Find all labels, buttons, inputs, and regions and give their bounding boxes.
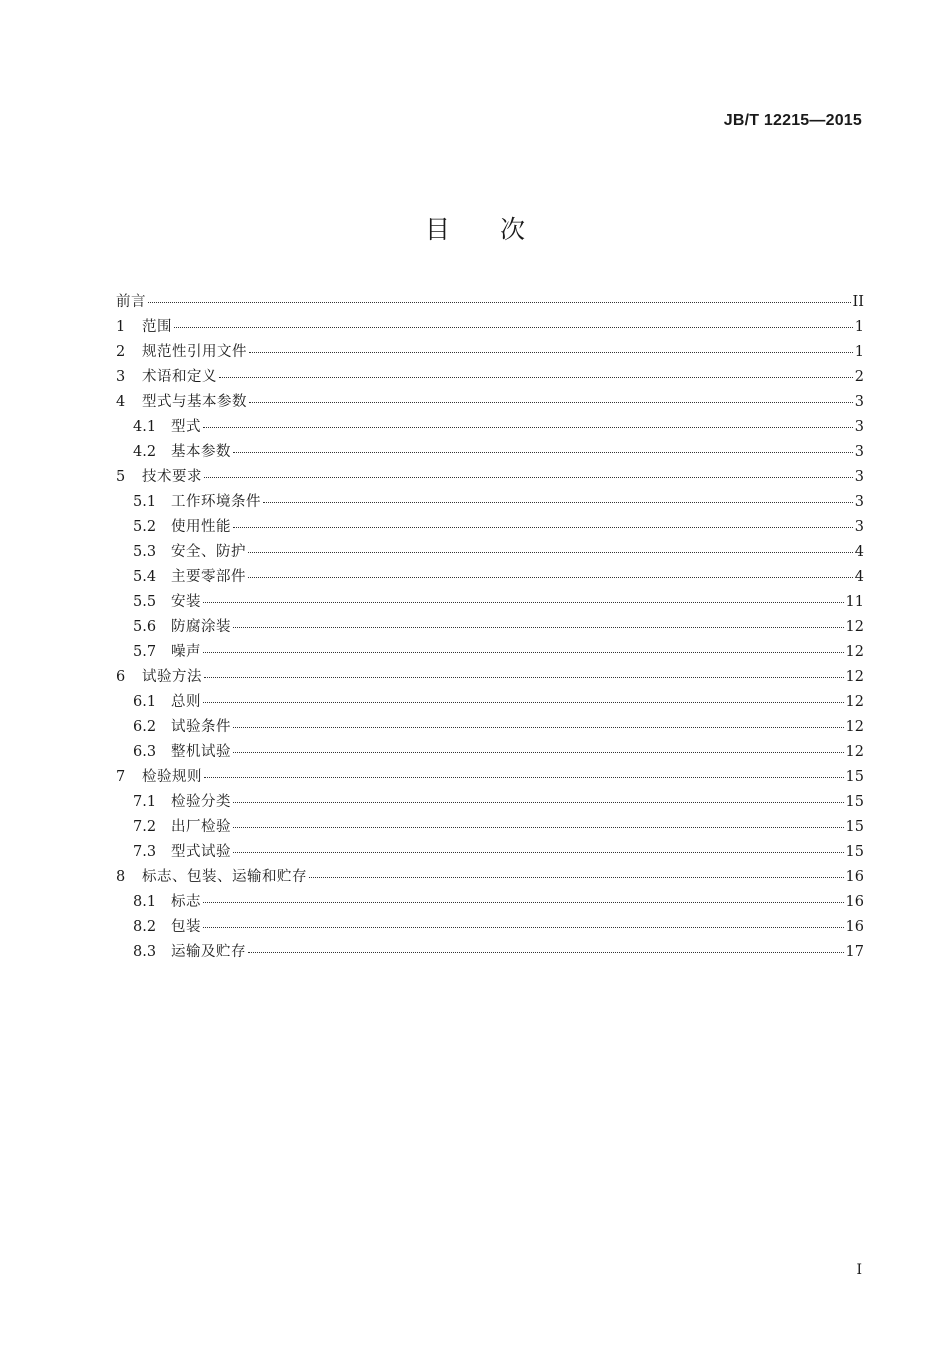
toc-entry-number: 7 [116, 769, 126, 785]
toc-entry-page: II [852, 294, 864, 310]
toc-entry-label: 噪声 [171, 644, 201, 660]
toc-entry-number: 5.7 [133, 644, 157, 660]
toc-dot-leader [263, 502, 853, 503]
toc-dot-leader [248, 952, 844, 953]
toc-dot-leader [203, 427, 853, 428]
toc-entry-label: 主要零部件 [171, 569, 246, 585]
toc-dot-leader [233, 527, 853, 528]
toc-entry[interactable] [116, 465, 864, 490]
toc-entry-label: 防腐涂装 [171, 619, 231, 635]
toc-entry[interactable] [116, 890, 864, 915]
toc-entry[interactable] [116, 315, 864, 340]
toc-title [0, 210, 950, 246]
toc-entry-page: 3 [854, 519, 864, 535]
toc-dot-leader [309, 877, 844, 878]
toc-title-char-1: 目 [424, 215, 450, 244]
toc-entry[interactable] [116, 540, 864, 565]
toc-entry-page: 12 [845, 719, 864, 735]
toc-dot-leader [233, 452, 853, 453]
toc-entry[interactable] [116, 590, 864, 615]
toc-dot-leader [204, 477, 853, 478]
toc-entry-page: 16 [845, 869, 864, 885]
toc-entry-number: 8.3 [133, 944, 157, 960]
toc-dot-leader [203, 927, 844, 928]
toc-entry-page: 1 [854, 344, 864, 360]
standard-code: JB/T 12215—2015 [723, 112, 862, 129]
toc-entry-label: 型式 [171, 419, 201, 435]
toc-dot-leader [174, 327, 853, 328]
toc-entry[interactable] [116, 290, 864, 315]
toc-dot-leader [249, 352, 853, 353]
toc-entry-label: 技术要求 [142, 469, 202, 485]
toc-entry-number: 5.2 [133, 519, 157, 535]
toc-entry[interactable] [116, 390, 864, 415]
toc-entry-label: 总则 [171, 694, 201, 710]
toc-entry-label: 工作环境条件 [171, 494, 261, 510]
toc-entry-number: 3 [116, 369, 126, 385]
toc-entry-label: 基本参数 [171, 444, 231, 460]
toc-entry[interactable] [116, 915, 864, 940]
toc-dot-leader [233, 827, 844, 828]
toc-entry-number: 5.1 [133, 494, 157, 510]
toc-dot-leader [249, 402, 853, 403]
toc-entry[interactable] [116, 690, 864, 715]
toc-entry-label: 型式试验 [171, 844, 231, 860]
toc-entry[interactable] [116, 615, 864, 640]
toc-entry-label: 检验分类 [171, 794, 231, 810]
toc-entry-number: 8.1 [133, 894, 157, 910]
toc-entry-page: 12 [845, 644, 864, 660]
table-of-contents [116, 290, 864, 965]
toc-entry[interactable] [116, 865, 864, 890]
page-number: I [856, 1262, 862, 1278]
toc-entry-page: 4 [854, 544, 864, 560]
toc-dot-leader [148, 302, 851, 303]
toc-entry-number: 6.2 [133, 719, 157, 735]
toc-entry[interactable] [116, 515, 864, 540]
toc-entry[interactable] [116, 790, 864, 815]
toc-dot-leader [219, 377, 853, 378]
toc-entry-number: 7.1 [133, 794, 157, 810]
toc-entry-number: 2 [116, 344, 126, 360]
toc-dot-leader [203, 702, 844, 703]
toc-entry[interactable] [116, 640, 864, 665]
toc-entry-label: 规范性引用文件 [142, 344, 247, 360]
toc-entry-number: 5.3 [133, 544, 157, 560]
toc-title-char-2: 次 [500, 215, 526, 244]
toc-entry-page: 3 [854, 494, 864, 510]
toc-entry-page: 12 [845, 669, 864, 685]
toc-entry-number: 8 [116, 869, 126, 885]
toc-entry-page: 3 [854, 394, 864, 410]
toc-entry-label: 出厂检验 [171, 819, 231, 835]
toc-entry-label: 检验规则 [142, 769, 202, 785]
toc-dot-leader [233, 802, 844, 803]
toc-entry-page: 17 [845, 944, 864, 960]
toc-entry[interactable] [116, 815, 864, 840]
toc-entry[interactable] [116, 940, 864, 965]
toc-entry-label: 范围 [142, 319, 172, 335]
toc-entry-page: 12 [845, 619, 864, 635]
toc-entry-page: 3 [854, 419, 864, 435]
toc-entry-label: 安全、防护 [171, 544, 246, 560]
toc-entry-label: 运输及贮存 [171, 944, 246, 960]
toc-entry[interactable] [116, 565, 864, 590]
toc-entry[interactable] [116, 765, 864, 790]
toc-entry-label: 术语和定义 [142, 369, 217, 385]
toc-entry-page: 15 [845, 819, 864, 835]
toc-dot-leader [203, 602, 844, 603]
toc-entry-number: 5.6 [133, 619, 157, 635]
toc-entry[interactable] [116, 740, 864, 765]
toc-dot-leader [204, 677, 844, 678]
toc-entry-page: 3 [854, 469, 864, 485]
toc-entry-page: 16 [845, 894, 864, 910]
toc-entry-page: 15 [845, 794, 864, 810]
toc-dot-leader [233, 752, 844, 753]
toc-entry-number: 6.3 [133, 744, 157, 760]
toc-dot-leader [203, 652, 844, 653]
toc-dot-leader [233, 627, 844, 628]
toc-entry-number: 6.1 [133, 694, 157, 710]
toc-entry-label: 标志、包装、运输和贮存 [142, 869, 307, 885]
toc-entry-number: 5.5 [133, 594, 157, 610]
toc-entry-number: 4 [116, 394, 126, 410]
toc-entry-label: 型式与基本参数 [142, 394, 247, 410]
toc-dot-leader [204, 777, 844, 778]
toc-entry-page: 3 [854, 444, 864, 460]
toc-entry-label: 整机试验 [171, 744, 231, 760]
toc-entry-label: 安装 [171, 594, 201, 610]
toc-entry-page: 15 [845, 844, 864, 860]
toc-entry-number: 5.4 [133, 569, 157, 585]
toc-entry-label: 使用性能 [171, 519, 231, 535]
toc-entry-number: 4.1 [133, 419, 157, 435]
toc-entry-number: 1 [116, 319, 126, 335]
toc-entry-label: 标志 [171, 894, 201, 910]
toc-entry[interactable] [116, 840, 864, 865]
toc-entry-label: 试验方法 [142, 669, 202, 685]
toc-dot-leader [203, 902, 844, 903]
toc-dot-leader [248, 552, 853, 553]
toc-entry-number: 7.2 [133, 819, 157, 835]
toc-entry-number: 8.2 [133, 919, 157, 935]
toc-entry[interactable] [116, 415, 864, 440]
toc-dot-leader [248, 577, 853, 578]
toc-entry-number: 5 [116, 469, 126, 485]
toc-dot-leader [233, 852, 844, 853]
toc-entry-page: 1 [854, 319, 864, 335]
toc-entry[interactable] [116, 490, 864, 515]
toc-entry-page: 4 [854, 569, 864, 585]
toc-entry-label: 包装 [171, 919, 201, 935]
toc-entry-label: 前言 [116, 294, 146, 310]
toc-entry-page: 2 [854, 369, 864, 385]
toc-entry-label: 试验条件 [171, 719, 231, 735]
toc-entry-page: 12 [845, 744, 864, 760]
toc-entry[interactable] [116, 365, 864, 390]
toc-entry[interactable] [116, 715, 864, 740]
toc-dot-leader [233, 727, 844, 728]
toc-entry-number: 4.2 [133, 444, 157, 460]
toc-entry-number: 6 [116, 669, 126, 685]
toc-entry-page: 15 [845, 769, 864, 785]
toc-entry-number: 7.3 [133, 844, 157, 860]
toc-entry-page: 12 [845, 694, 864, 710]
toc-entry[interactable] [116, 340, 864, 365]
toc-entry[interactable] [116, 440, 864, 465]
toc-entry-page: 11 [845, 594, 864, 610]
toc-entry[interactable] [116, 665, 864, 690]
toc-entry-page: 16 [845, 919, 864, 935]
